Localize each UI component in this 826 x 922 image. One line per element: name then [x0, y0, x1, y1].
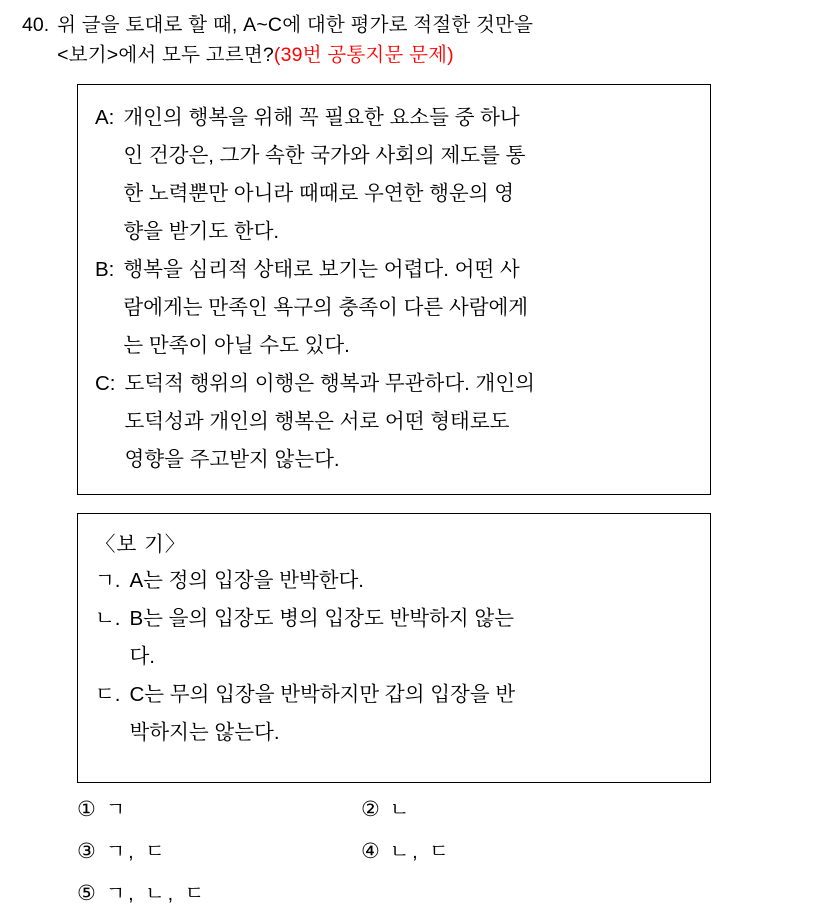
answer-option-5[interactable] — [77, 880, 361, 908]
question-text — [57, 10, 533, 70]
answer-option-2-marker: ② — [361, 798, 380, 821]
passage-box — [77, 84, 711, 495]
answer-option-5-marker: ⑤ — [77, 882, 96, 905]
boggi-item-1-mark: ㄱ. — [95, 569, 121, 592]
boggi-item-1-line-1: A는 정의 입장을 반박한다. — [129, 569, 364, 592]
answer-option-3-marker: ③ — [77, 840, 96, 863]
boggi-item-3-mark: ㄷ. — [95, 683, 121, 706]
answer-row-2 — [77, 838, 717, 880]
answer-option-2[interactable] — [361, 796, 645, 824]
answer-option-1-marker: ① — [77, 798, 96, 821]
passage-item-a-line-4: 향을 받기도 한다. — [123, 220, 280, 243]
boggi-item-2-line-1: B는 을의 입장도 병의 입장도 반박하지 않는 — [129, 607, 514, 630]
passage-item-c-line-1: 도덕적 행위의 이행은 행복과 무관하다. 개인의 — [124, 372, 535, 395]
passage-item-b-line-2: 람에게는 만족인 욕구의 충족이 다른 사람에게 — [123, 296, 529, 319]
passage-item-a-label: A: — [95, 106, 115, 129]
question-shared-passage-note: (39번 공통지문 문제) — [273, 44, 454, 66]
passage-item-b-line-1: 행복을 심리적 상태로 보기는 어렵다. 어떤 사 — [123, 258, 520, 281]
passage-item-c-label: C: — [95, 372, 116, 395]
boggi-item-3-line-1: C는 무의 입장을 반박하지만 갑의 입장을 반 — [129, 683, 516, 706]
boggi-box — [77, 513, 711, 783]
answer-option-4-text: ㄴ, ㄷ — [389, 841, 452, 863]
answer-option-4-marker: ④ — [361, 840, 380, 863]
boggi-item-2-mark: ㄴ. — [95, 607, 121, 630]
answer-options — [77, 796, 717, 922]
passage-item-b-label: B: — [95, 258, 115, 281]
question-line-2-prefix: <보기>에서 모두 고르면? — [57, 44, 274, 66]
question-stem — [22, 10, 812, 70]
answer-option-3[interactable] — [77, 838, 361, 866]
passage-item-c-line-2: 도덕성과 개인의 행복은 서로 어떤 형태로도 — [124, 410, 510, 433]
boggi-item-1-body — [130, 562, 694, 600]
question-line-1: 위 글을 토대로 할 때, A~C에 대한 평가로 적절한 것만을 — [57, 14, 534, 36]
boggi-title: 〈보 기〉 — [95, 533, 187, 556]
boggi-item-3-body — [130, 676, 694, 752]
answer-option-2-text: ㄴ — [389, 799, 413, 821]
answer-option-3-text: ㄱ, ㄷ — [105, 841, 168, 863]
passage-item-b-line-3: 는 만족이 아닐 수도 있다. — [123, 334, 350, 357]
boggi-item-2 — [95, 600, 693, 676]
answer-option-1[interactable] — [77, 796, 361, 824]
passage-item-c-body — [125, 365, 694, 479]
passage-item-a-line-1: 개인의 행복을 위해 꼭 필요한 요소들 중 하나 — [123, 106, 520, 129]
question-line-2 — [57, 40, 533, 70]
answer-row-3 — [77, 880, 717, 922]
answer-option-4[interactable] — [361, 838, 645, 866]
answer-option-5-text: ㄱ, ㄴ, ㄷ — [105, 883, 208, 905]
passage-item-a-line-3: 한 노력뿐만 아니라 때때로 우연한 행운의 영 — [123, 182, 515, 205]
boggi-item-2-line-2: 다. — [129, 645, 155, 668]
passage-item-c-line-3: 영향을 주고받지 않는다. — [124, 448, 340, 471]
question-number: 40. — [22, 14, 50, 36]
answer-option-1-text: ㄱ — [105, 799, 129, 821]
passage-item-a — [95, 99, 693, 251]
boggi-item-2-body — [130, 600, 694, 676]
passage-item-a-body — [123, 99, 693, 251]
passage-item-b — [95, 251, 693, 365]
answer-row-1 — [77, 796, 717, 838]
boggi-item-3 — [95, 676, 693, 752]
passage-item-c — [95, 365, 693, 479]
passage-item-b-body — [123, 251, 693, 365]
boggi-item-3-line-2: 박하지는 않는다. — [129, 721, 280, 744]
passage-item-a-line-2: 인 건강은, 그가 속한 국가와 사회의 제도를 통 — [123, 144, 526, 167]
boggi-item-1 — [95, 562, 693, 600]
